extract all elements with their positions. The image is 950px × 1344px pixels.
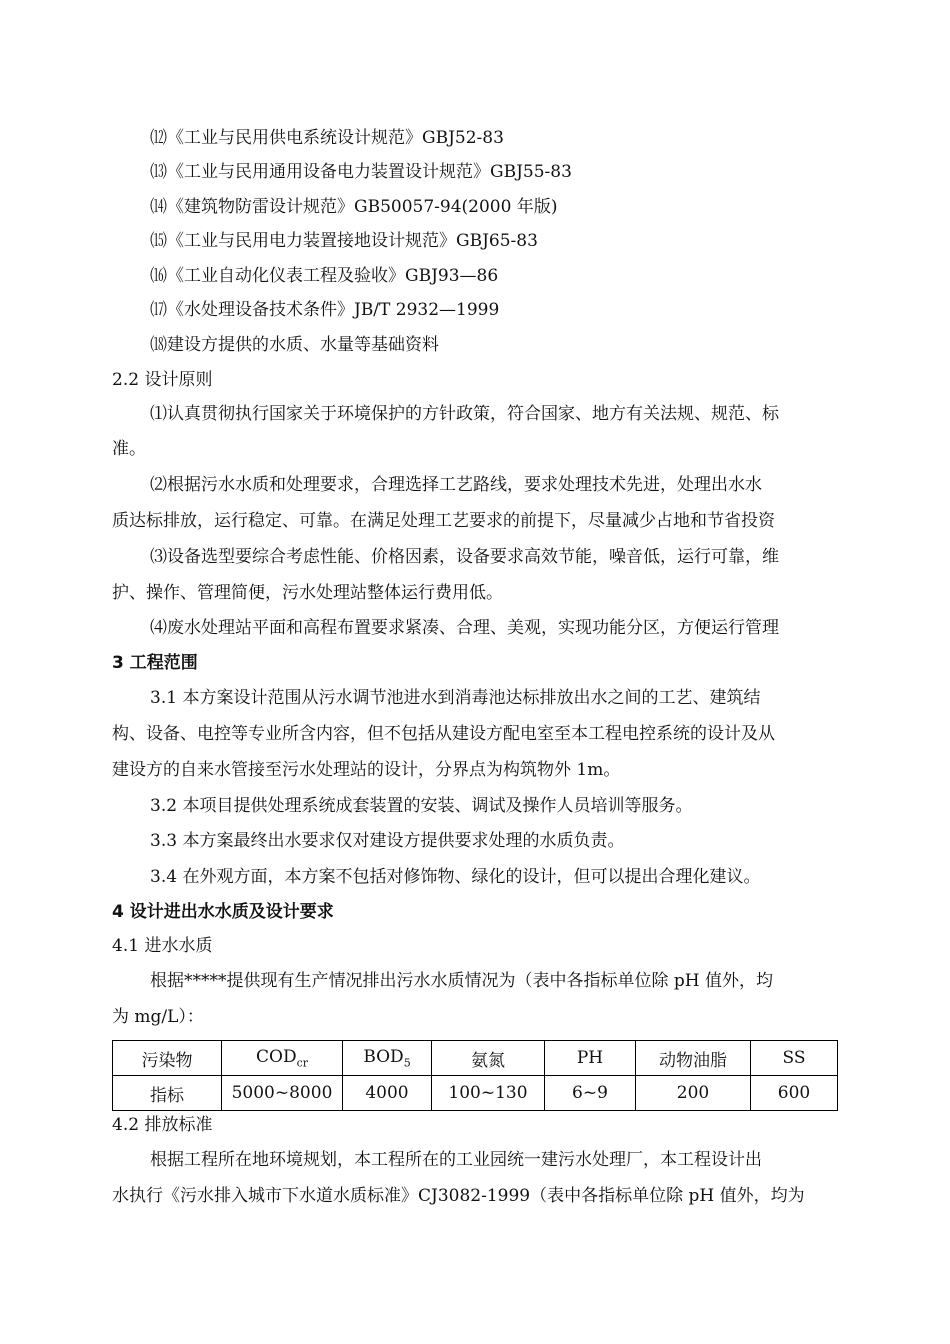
paragraph-line: ⑷废水处理站平面和高程布置要求紧凑、合理、美观，实现功能分区，方便运行管理 bbox=[150, 618, 779, 638]
standard-item: ⑿《工业与民用供电系统设计规范》GBJ52-83 bbox=[150, 128, 504, 148]
paragraph-line: ⑴认真贯彻执行国家关于环境保护的方针政策，符合国家、地方有关法规、规范、标 bbox=[150, 404, 779, 424]
table-row bbox=[113, 1076, 838, 1111]
paragraph-line: 建设方的自来水管接至污水处理站的设计，分界点为构筑物外 1m。 bbox=[112, 760, 621, 780]
table-header-cell: PH bbox=[545, 1041, 636, 1076]
subsection-heading-4-1: 4.1 进水水质 bbox=[112, 936, 213, 956]
standard-item: ⒅建设方提供的水质、水量等基础资料 bbox=[150, 335, 439, 355]
paragraph-line: 水执行《污水排入城市下水道水质标准》CJ3082-1999（表中各指标单位除 pH 值外，均为 bbox=[112, 1186, 805, 1206]
table-cell: 4000 bbox=[343, 1076, 432, 1111]
table-header-cell: SS bbox=[751, 1041, 838, 1076]
table-cell: 6~9 bbox=[545, 1076, 636, 1111]
paragraph-line: 3.3 本方案最终出水要求仅对建设方提供要求处理的水质负责。 bbox=[150, 831, 625, 851]
table-header-cell: 动物油脂 bbox=[636, 1041, 751, 1076]
standard-item: ⒀《工业与民用通用设备电力装置设计规范》GBJ55-83 bbox=[150, 162, 572, 182]
paragraph-line: ⑶设备选型要综合考虑性能、价格因素，设备要求高效节能，噪音低，运行可靠，维 bbox=[150, 547, 779, 567]
standard-item: ⒃《工业自动化仪表工程及验收》GBJ93—86 bbox=[150, 266, 499, 286]
table-header-cell: 氨氮 bbox=[432, 1041, 545, 1076]
standard-item: ⒂《工业与民用电力装置接地设计规范》GBJ65-83 bbox=[150, 231, 538, 251]
table-cell: 5000~8000 bbox=[222, 1076, 343, 1111]
table-cell: 600 bbox=[751, 1076, 838, 1111]
section-heading-3: 3 工程范围 bbox=[112, 653, 198, 673]
standard-item: ⒄《水处理设备技术条件》JB/T 2932—1999 bbox=[150, 300, 500, 320]
section-heading-4: 4 设计进出水水质及设计要求 bbox=[112, 902, 334, 922]
paragraph-line: 3.1 本方案设计范围从污水调节池进水到消毒池达标排放出水之间的工艺、建筑结 bbox=[150, 688, 761, 708]
table-header-cell: $BOD_5$ bbox=[343, 1041, 432, 1076]
paragraph-line: 质达标排放，运行稳定、可靠。在满足处理工艺要求的前提下，尽量减少占地和节省投资 bbox=[112, 511, 775, 531]
standard-item: ⒁《建筑物防雷设计规范》GB50057-94(2000 年版) bbox=[150, 197, 558, 217]
table-cell: 指标 bbox=[113, 1076, 222, 1111]
influent-quality-table bbox=[112, 1040, 838, 1111]
table-header-cell: $COD_{cr}$ bbox=[222, 1041, 343, 1076]
paragraph-line: 为 mg/L）： bbox=[112, 1007, 204, 1027]
paragraph-line: 3.2 本项目提供处理系统成套装置的安装、调试及操作人员培训等服务。 bbox=[150, 796, 693, 816]
table-header-cell: 污染物 bbox=[113, 1041, 222, 1076]
subsection-heading-4-2: 4.2 排放标准 bbox=[112, 1115, 213, 1135]
paragraph-line: 构、设备、电控等专业所含内容，但不包括从建设方配电室至本工程电控系统的设计及从 bbox=[112, 724, 775, 744]
table-cell: 100~130 bbox=[432, 1076, 545, 1111]
paragraph-line: 3.4 在外观方面，本方案不包括对修饰物、绿化的设计，但可以提出合理化建议。 bbox=[150, 867, 761, 887]
paragraph-line: 护、操作、管理简便，污水处理站整体运行费用低。 bbox=[112, 583, 503, 603]
section-heading-2-2: 2.2 设计原则 bbox=[112, 370, 213, 390]
paragraph-line: 准。 bbox=[112, 439, 146, 459]
paragraph-line: 根据*****提供现有生产情况排出污水水质情况为（表中各指标单位除 pH 值外，均 bbox=[150, 971, 774, 991]
paragraph-line: ⑵根据污水水质和处理要求，合理选择工艺路线，要求处理技术先进，处理出水水 bbox=[150, 475, 762, 495]
table-header-row bbox=[113, 1041, 838, 1076]
table-cell: 200 bbox=[636, 1076, 751, 1111]
paragraph-line: 根据工程所在地环境规划，本工程所在的工业园统一建污水处理厂，本工程设计出 bbox=[150, 1150, 762, 1170]
